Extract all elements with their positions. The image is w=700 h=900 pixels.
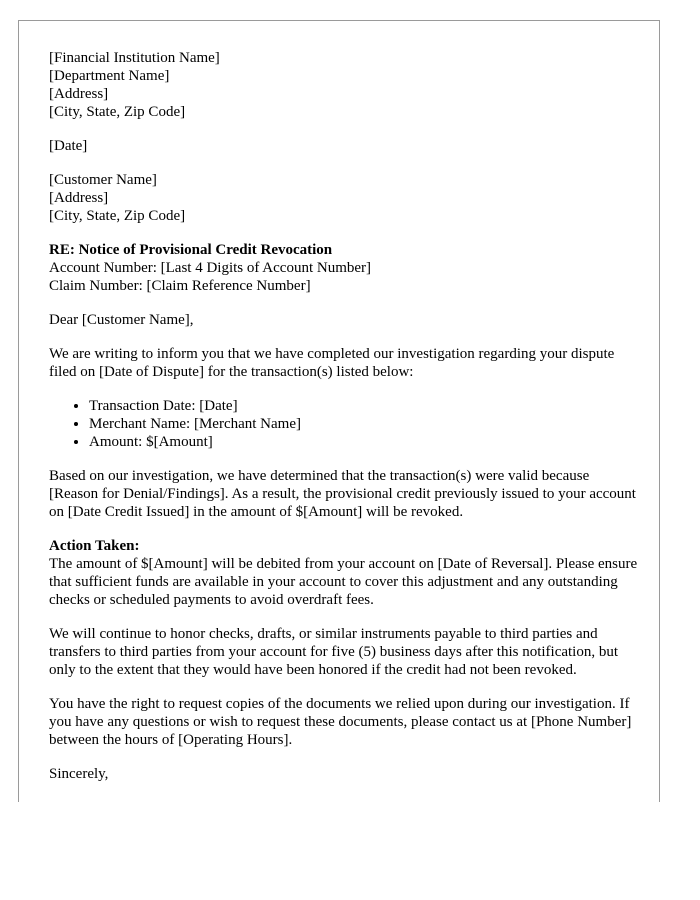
reference-block	[49, 241, 639, 295]
customer-address: [Address]	[49, 190, 109, 206]
intro-paragraph: We are writing to inform you that we have completed our investigation regarding your dispute filed on [Date of Dispute] for the transaction(s) listed below:	[49, 346, 615, 380]
recipient-address-block	[49, 171, 639, 225]
letter-date: [Date]	[49, 138, 88, 154]
institution-name: [Financial Institution Name]	[49, 50, 220, 66]
list-item: • Transaction Date: [Date]	[89, 397, 639, 415]
institution-address: [Address]	[49, 86, 109, 102]
list-item: • Amount: $[Amount]	[89, 433, 639, 451]
honor-paragraph: We will continue to honor checks, drafts, or similar instruments payable to third parties and transfers to third parties from your account for five (5) business days after this notification, but only to the extent that they would have been honored if the credit had not been revoked.	[49, 626, 619, 678]
transaction-list	[49, 397, 639, 451]
department-name: [Department Name]	[49, 68, 170, 84]
customer-city-state-zip: [City, State, Zip Code]	[49, 208, 186, 224]
re-subject: RE: Notice of Provisional Credit Revocation	[49, 242, 333, 258]
letter-content	[49, 49, 639, 799]
rights-paragraph: You have the right to request copies of the documents we relied upon during our investigation. If you have any questions or wish to request these documents, please contact us at [Phone Number] between the hours of [Operating Hours].	[49, 696, 632, 748]
institution-city-state-zip: [City, State, Zip Code]	[49, 104, 186, 120]
sender-address-block	[49, 49, 639, 121]
findings-paragraph: Based on our investigation, we have determined that the transaction(s) were valid because [Reason for Denial/Findings]. As a result, the provisional credit previously issued to your account on [Date Credit Issued] in the amount of $[Amount] will be revoked.	[49, 468, 636, 520]
letter-page	[18, 20, 660, 802]
date-block	[49, 137, 639, 155]
action-taken-section	[49, 537, 639, 609]
customer-name: [Customer Name]	[49, 172, 157, 188]
list-item: • Merchant Name: [Merchant Name]	[89, 415, 639, 433]
claim-number-line: Claim Number: [Claim Reference Number]	[49, 278, 311, 294]
salutation: Dear [Customer Name],	[49, 312, 194, 328]
account-number-line: Account Number: [Last 4 Digits of Account Number]	[49, 260, 372, 276]
closing: Sincerely,	[49, 766, 109, 782]
action-taken-text: The amount of $[Amount] will be debited from your account on [Date of Reversal]. Please ensure that sufficient funds are available in your account to cover this adjustment and any outstanding checks or scheduled payments to avoid overdraft fees.	[49, 556, 638, 608]
action-taken-heading: Action Taken:	[49, 538, 140, 554]
